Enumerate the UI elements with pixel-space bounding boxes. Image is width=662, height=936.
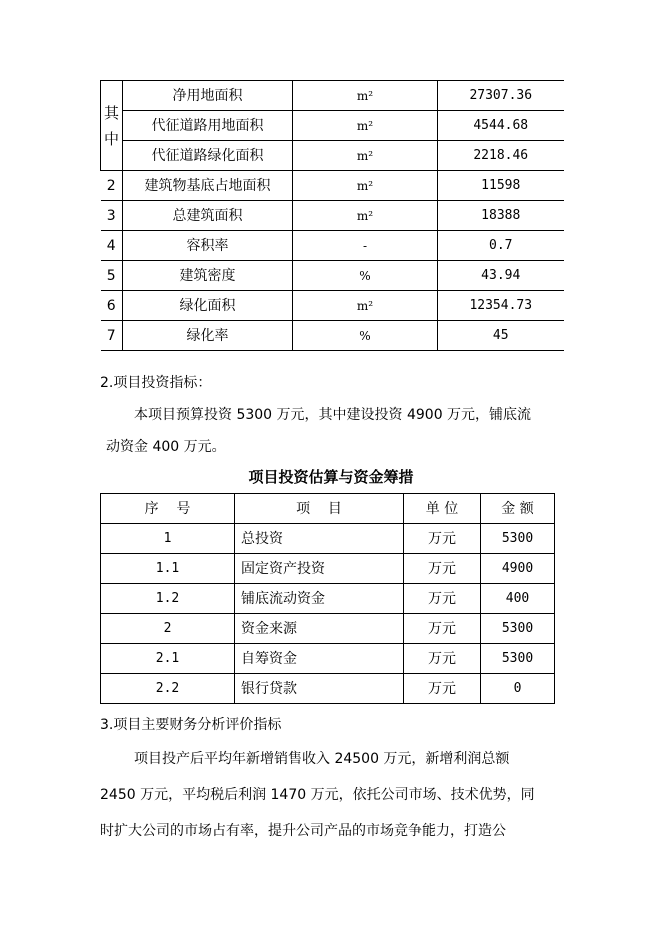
table-row <box>101 171 564 201</box>
section2-heading: 2.项目投资指标： <box>100 375 212 391</box>
table-row <box>101 231 564 261</box>
table-row <box>101 111 564 141</box>
table-cell-amount: 4900 <box>481 554 555 584</box>
table-cell-unit: % <box>293 321 438 351</box>
table-cell-unit: 万元 <box>404 584 481 614</box>
table-cell-unit: 万元 <box>404 554 481 584</box>
table-cell-unit: 万元 <box>404 614 481 644</box>
table-row <box>101 554 555 584</box>
table-cell-value: 11598 <box>438 171 564 201</box>
table-cell-unit: m² <box>293 111 438 141</box>
table-cell-value: 45 <box>438 321 564 351</box>
table-cell-amount: 5300 <box>481 644 555 674</box>
table-cell-unit: m² <box>293 81 438 111</box>
table-cell-no: 2 <box>101 171 123 201</box>
section2-paragraph-line1: 本项目预算投资 5300 万元，其中建设投资 4900 万元，铺底流 <box>134 407 532 423</box>
table-cell-item: 铺底流动资金 <box>235 584 404 614</box>
table-row <box>101 141 564 171</box>
table-row <box>101 291 564 321</box>
table-cell-item: 总投资 <box>235 524 404 554</box>
table-row <box>101 674 555 704</box>
table-cell-item: 绿化面积 <box>123 291 293 321</box>
header-amount: 金 额 <box>481 494 555 524</box>
table-cell-item: 总建筑面积 <box>123 201 293 231</box>
table-cell-no: 3 <box>101 201 123 231</box>
table-cell-value: 4544.68 <box>438 111 564 141</box>
table-cell-value: 43.94 <box>438 261 564 291</box>
table-cell-unit: 万元 <box>404 524 481 554</box>
table-cell-no: 2.2 <box>101 674 235 704</box>
table-cell-value: 2218.46 <box>438 141 564 171</box>
table-cell-amount: 400 <box>481 584 555 614</box>
investment-table <box>100 493 555 704</box>
section3-paragraph-line1: 项目投产后平均年新增销售收入 24500 万元，新增利润总额 <box>134 751 510 767</box>
header-unit: 单 位 <box>404 494 481 524</box>
table-header-row <box>101 494 555 524</box>
table-cell-no: 1 <box>101 524 235 554</box>
header-no: 序 号 <box>101 494 235 524</box>
table-cell-item: 代征道路用地面积 <box>123 111 293 141</box>
table-cell-no: 6 <box>101 291 123 321</box>
section3-heading: 3.项目主要财务分析评价指标 <box>100 717 282 733</box>
table-cell-item: 建筑物基底占地面积 <box>123 171 293 201</box>
table-cell-item: 建筑密度 <box>123 261 293 291</box>
header-item: 项 目 <box>235 494 404 524</box>
table-cell-unit: m² <box>293 171 438 201</box>
section2-paragraph-line2: 动资金 400 万元。 <box>106 439 226 455</box>
table-cell-item: 自筹资金 <box>235 644 404 674</box>
table-cell-item: 净用地面积 <box>123 81 293 111</box>
table-row <box>101 644 555 674</box>
table-row <box>101 524 555 554</box>
table-cell-value: 0.7 <box>438 231 564 261</box>
table-row <box>101 614 555 644</box>
table-cell-unit: m² <box>293 291 438 321</box>
table-cell-item: 代征道路绿化面积 <box>123 141 293 171</box>
table-cell-unit: - <box>293 231 438 261</box>
table-cell-no: 1.2 <box>101 584 235 614</box>
table-cell-no: 4 <box>101 231 123 261</box>
table-cell-no: 5 <box>101 261 123 291</box>
table-cell-value: 12354.73 <box>438 291 564 321</box>
investment-table-title: 项目投资估算与资金筹措 <box>248 468 414 486</box>
table-cell-item: 绿化率 <box>123 321 293 351</box>
table-row <box>101 261 564 291</box>
table-row <box>101 81 564 111</box>
table-row <box>101 201 564 231</box>
table-cell-no: 1.1 <box>101 554 235 584</box>
land-indicator-table <box>100 80 564 351</box>
table-cell-unit: m² <box>293 141 438 171</box>
table-cell-no: 7 <box>101 321 123 351</box>
table-cell-value: 27307.36 <box>438 81 564 111</box>
table-cell-amount: 5300 <box>481 524 555 554</box>
table-cell-amount: 5300 <box>481 614 555 644</box>
table-cell-no: 2 <box>101 614 235 644</box>
section3-paragraph-line3: 时扩大公司的市场占有率，提升公司产品的市场竞争能力，打造公 <box>100 823 506 839</box>
qizhong-label: 其 中 <box>101 81 123 171</box>
table-cell-unit: m² <box>293 201 438 231</box>
table-row <box>101 321 564 351</box>
table-cell-amount: 0 <box>481 674 555 704</box>
section3-paragraph-line2: 2450 万元，平均税后利润 1470 万元，依托公司市场、技术优势，同 <box>100 787 535 803</box>
table-cell-unit: 万元 <box>404 644 481 674</box>
table-cell-unit: % <box>293 261 438 291</box>
table-row <box>101 584 555 614</box>
table-cell-item: 固定资产投资 <box>235 554 404 584</box>
table-cell-unit: 万元 <box>404 674 481 704</box>
table-cell-no: 2.1 <box>101 644 235 674</box>
table-cell-item: 资金来源 <box>235 614 404 644</box>
table-cell-item: 容积率 <box>123 231 293 261</box>
table-cell-item: 银行贷款 <box>235 674 404 704</box>
table-cell-value: 18388 <box>438 201 564 231</box>
